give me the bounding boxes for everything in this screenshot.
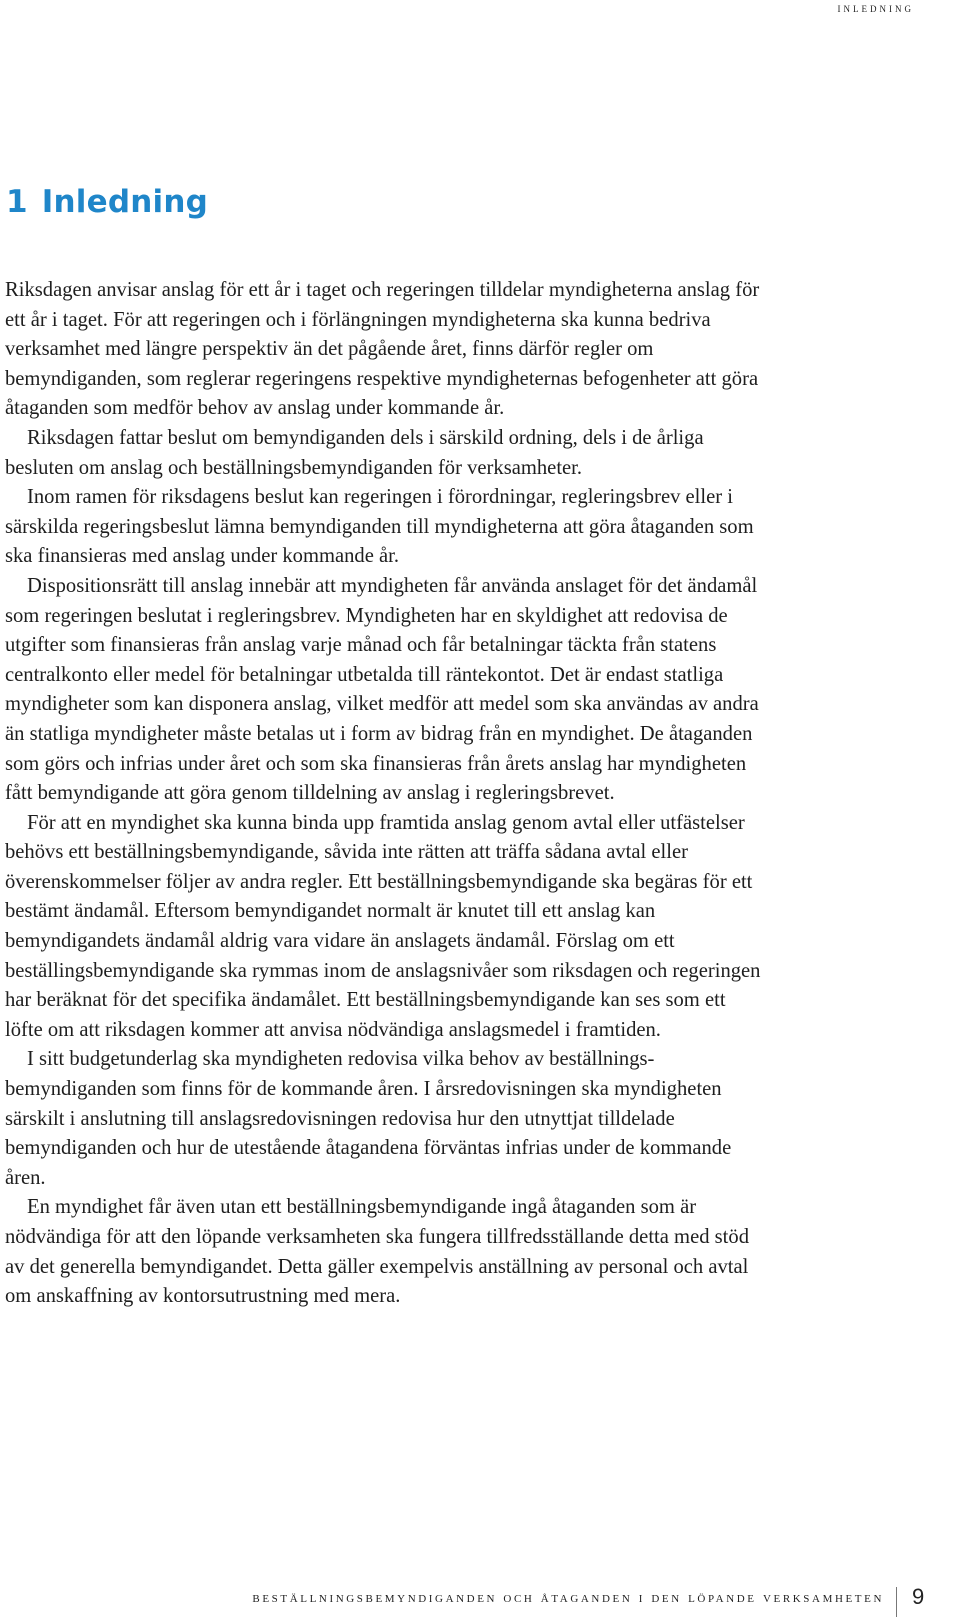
chapter-number: 1 <box>6 184 28 220</box>
running-header: inledning <box>837 0 914 15</box>
paragraph: En myndighet får även utan ett beställningsbemyndigande ingå åtaganden som är nödvändiga för att den löpande verksamheten ska fungera tillfredsställande detta med stöd av det generella bemyndigandet. Detta gäller exempelvis anställning av personal och avtal om anskaffning av kontorsutrustning med mera. <box>5 1196 749 1308</box>
footer-divider <box>896 1587 897 1617</box>
footer-publication-title: beställningsbemyndiganden och åtaganden i den löpande verksamheten <box>252 1590 884 1606</box>
paragraph: I sitt budgetunderlag ska myndigheten redovisa vilka behov av beställningsbemyndiganden som finns för de kommande åren. I årsredovisningen ska myndigheten särskilt i anslutning till anslagsredovisningen redovisa hur den utnyttjat tilldelade bemyndiganden och hur de utestående åtagandena förväntas infrias under de kommande åren. <box>5 1048 732 1189</box>
paragraph: Riksdagen anvisar anslag för ett år i taget och regeringen tilldelar myndigheterna anslag för ett år i taget. För att regeringen och i förlängningen myndigheterna ska kunna bedriva verksamhet med längre perspektiv än det pågående året, finns därför regler om bemyndiganden, som reglerar regeringens respektive myndigheternas befogenheter att göra åtaganden som medför behov av anslag under kommande år. <box>5 279 760 420</box>
paragraph: Inom ramen för riksdagens beslut kan regeringen i förordningar, regleringsbrev eller i särskilda regeringsbeslut lämna bemyndiganden till myndigheterna att göra åtaganden som ska finansieras med anslag under kommande år. <box>5 486 754 568</box>
chapter-heading <box>6 184 208 220</box>
body-text <box>5 276 765 1312</box>
page-number: 9 <box>912 1584 925 1609</box>
page-footer <box>0 1584 960 1617</box>
chapter-title: Inledning <box>41 184 208 220</box>
paragraph: Dispositionsrätt till anslag innebär att myndigheten får använda anslaget för det ändamål som regeringen beslutat i regleringsbrev. Myndigheten har en skyldighet att redovisa de utgifter som finansieras från anslag varje månad och får betalningar täckta från statens centralkonto eller medel för betalningar utbetalda till räntekontot. Det är endast statliga myndigheter som kan disponera anslag, vilket medför att medel som ska användas av andra än statliga myndigheter måste betalas ut i form av bidrag från en myndighet. De åtaganden som görs och infrias under året och som ska finansieras från årets anslag har myndigheten fått bemyndigande att göra genom tilldelning av anslag i regleringsbrevet. <box>5 574 759 805</box>
paragraph: För att en myndighet ska kunna binda upp framtida anslag genom avtal eller utfästelser behövs ett beställningsbemyndigande, såvida inte rätten att träffa sådana avtal eller överenskommelser följer av andra regler. Ett beställningsbemyndigande ska begäras för ett bestämt ändamål. Eftersom bemyndigandet normalt är knutet till ett anslag kan bemyndigandets ändamål aldrig vara vidare än anslagets ändamål. Förslag om ett beställingsbemyndigande ska rymmas inom de anslagsnivåer som riksdagen och regeringen har beräknat för det specifika ändamålet. Ett beställningsbemyndigande kan ses som ett löfte om att riksdagen kommer att anvisa nödvändiga anslagsmedel i framtiden. <box>5 811 761 1041</box>
paragraph: Riksdagen fattar beslut om bemyndiganden dels i särskild ordning, dels i de årliga besluten om anslag och beställningsbemyndiganden för verksamheter. <box>5 426 704 479</box>
